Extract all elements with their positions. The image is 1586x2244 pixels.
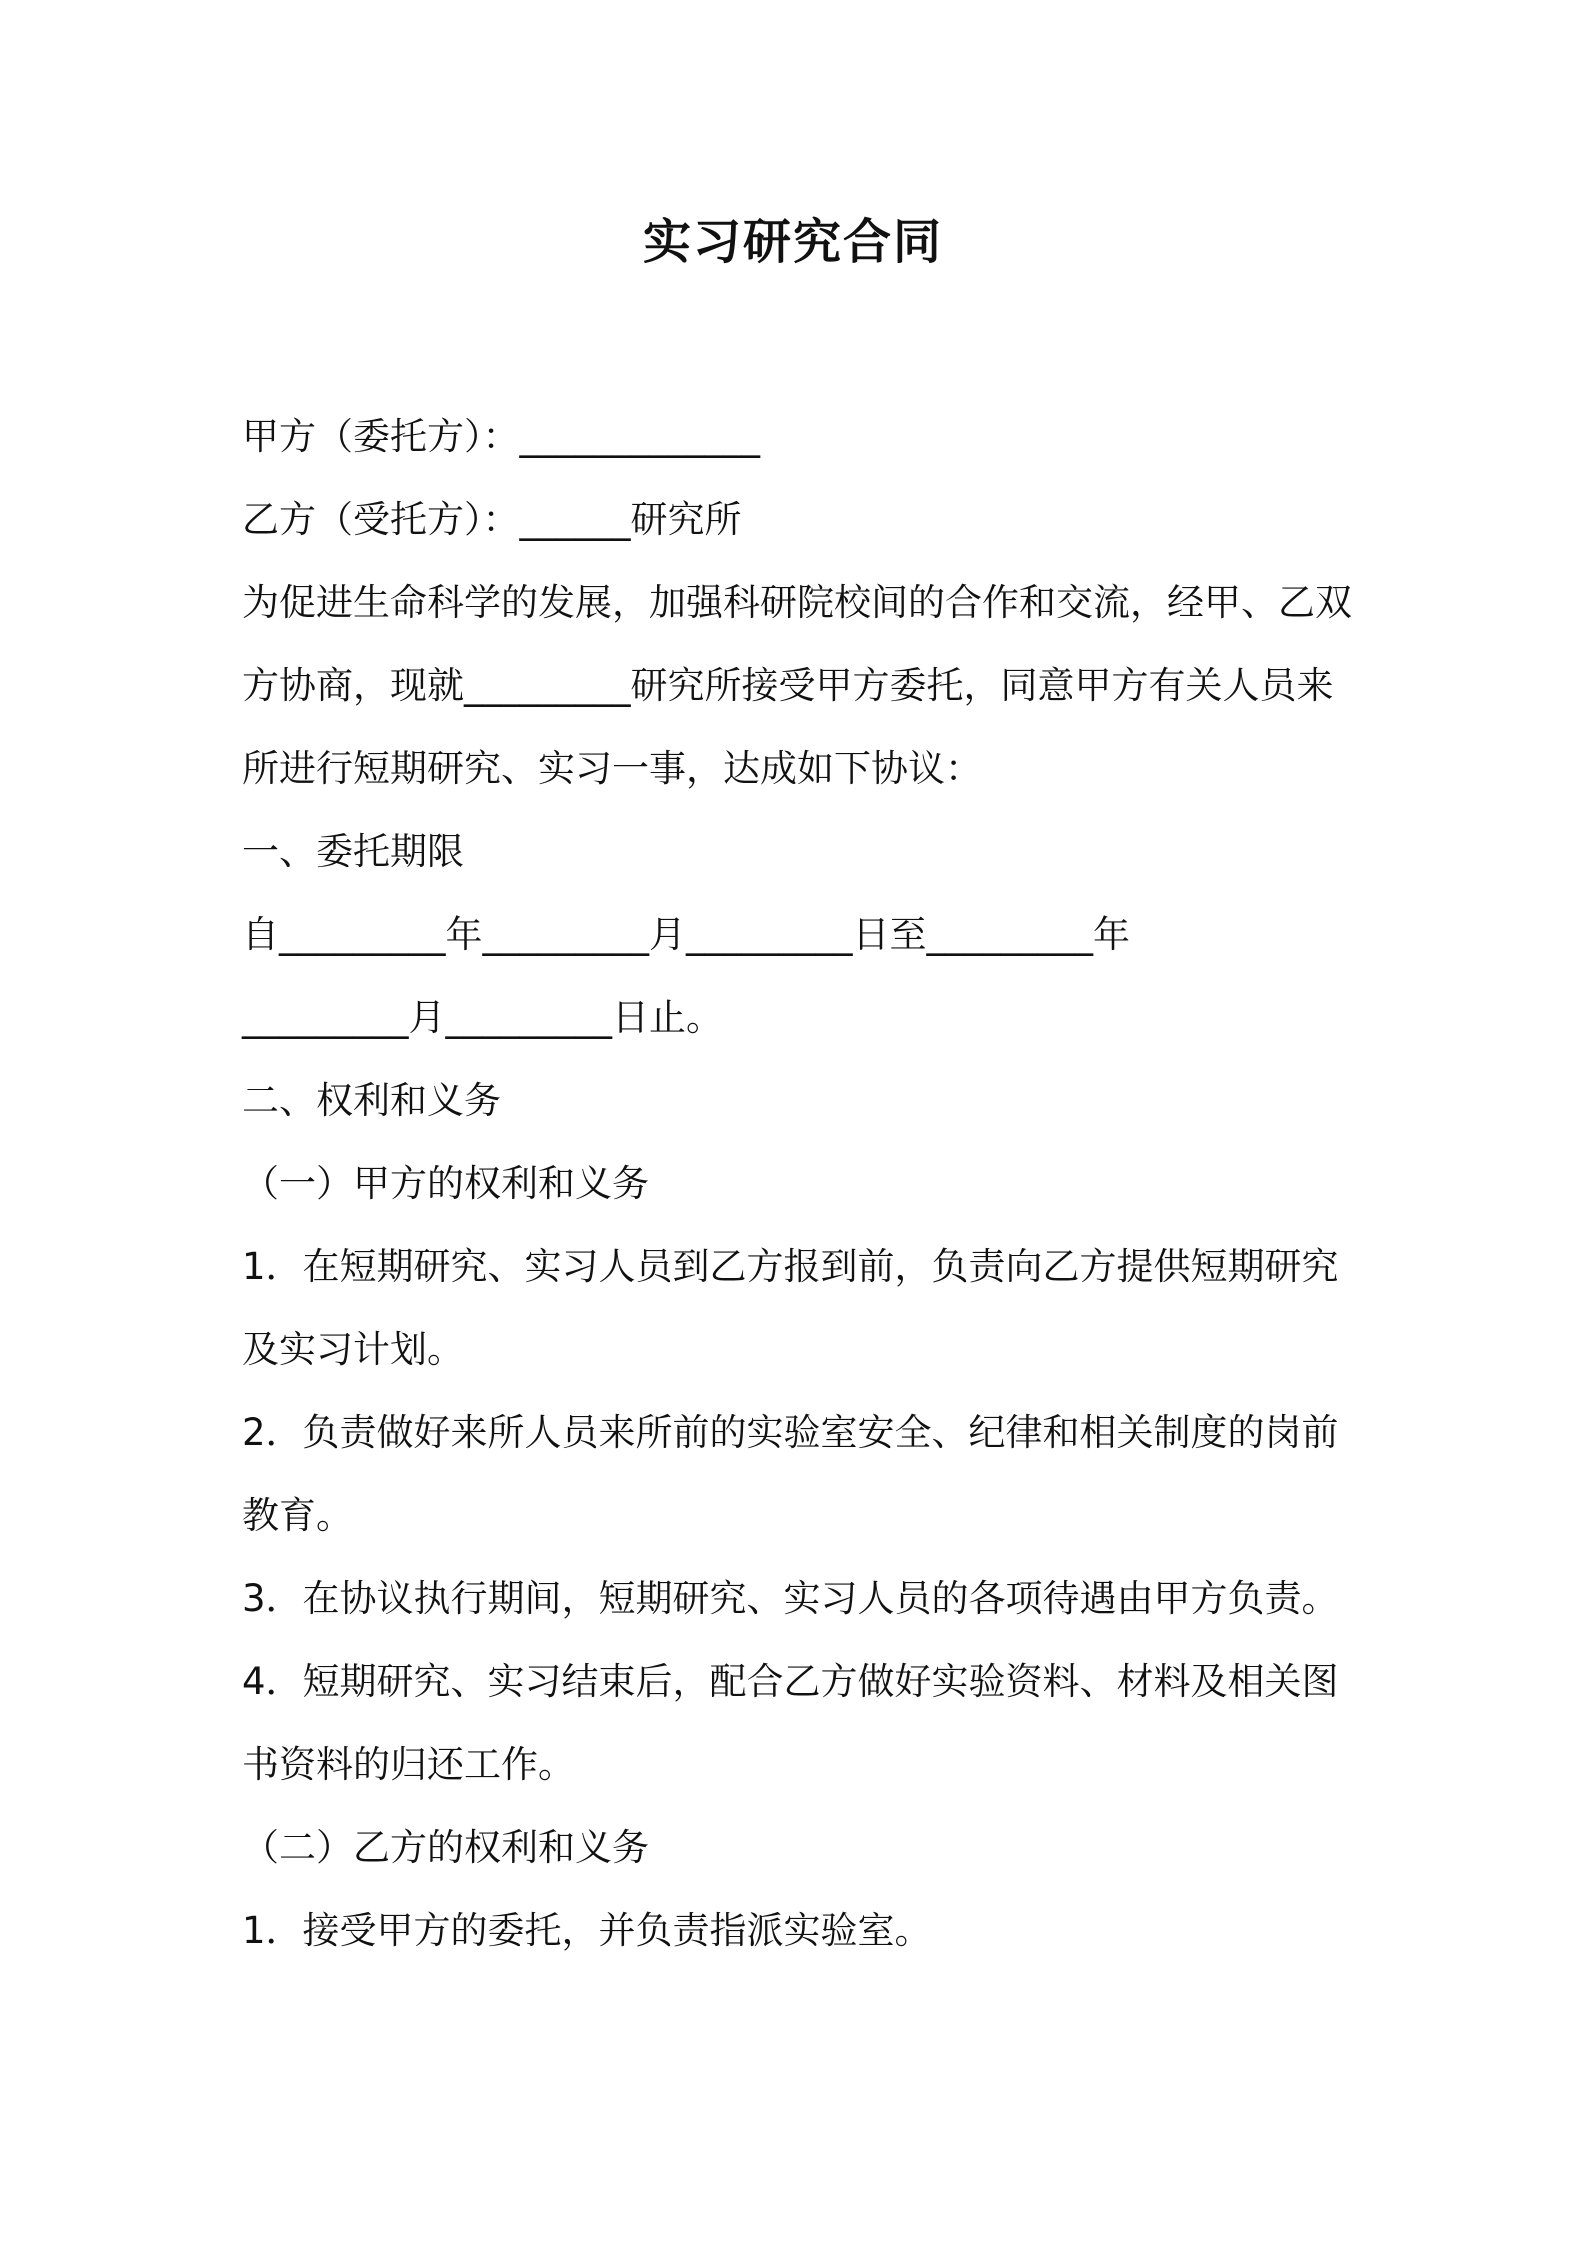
preamble-line-3: 所进行短期研究、实习一事，达成如下协议： (242, 747, 982, 790)
party-a-item-2-line-2: 教育。 (242, 1494, 353, 1537)
preamble-line-1: 为促进生命科学的发展，加强科研院校间的合作和交流，经甲、乙双 (242, 581, 1352, 624)
party-a-item-2-line-1: 2．负责做好来所人员来所前的实验室安全、纪律和相关制度的岗前 (242, 1411, 1339, 1454)
party-a-item-4-line-2: 书资料的归还工作。 (242, 1743, 575, 1786)
term-line-1: 自_________年_________月_________日至_________年 (242, 913, 1130, 956)
party-a-line: 甲方（委托方）：_____________ (242, 415, 760, 458)
party-a-item-4-line-1: 4．短期研究、实习结束后，配合乙方做好实验资料、材料及相关图 (242, 1660, 1339, 1703)
term-line-2: _________月_________日止。 (242, 996, 723, 1039)
party-a-item-3: 3．在协议执行期间，短期研究、实习人员的各项待遇由甲方负责。 (242, 1577, 1339, 1620)
section-heading-term: 一、委托期限 (242, 830, 464, 873)
party-a-item-1-line-2: 及实习计划。 (242, 1328, 464, 1371)
subsection-heading-party-b: （二）乙方的权利和义务 (242, 1826, 649, 1869)
preamble-line-2: 方协商，现就_________研究所接受甲方委托，同意甲方有关人员来 (242, 664, 1334, 707)
document-title: 实习研究合同 (642, 214, 943, 270)
party-b-item-1: 1．接受甲方的委托，并负责指派实验室。 (242, 1909, 932, 1952)
party-b-line: 乙方（受托方）：______研究所 (242, 498, 742, 541)
party-a-item-1-line-1: 1．在短期研究、实习人员到乙方报到前，负责向乙方提供短期研究 (242, 1245, 1339, 1288)
subsection-heading-party-a: （一）甲方的权利和义务 (242, 1162, 649, 1205)
section-heading-rights: 二、权利和义务 (242, 1079, 501, 1122)
